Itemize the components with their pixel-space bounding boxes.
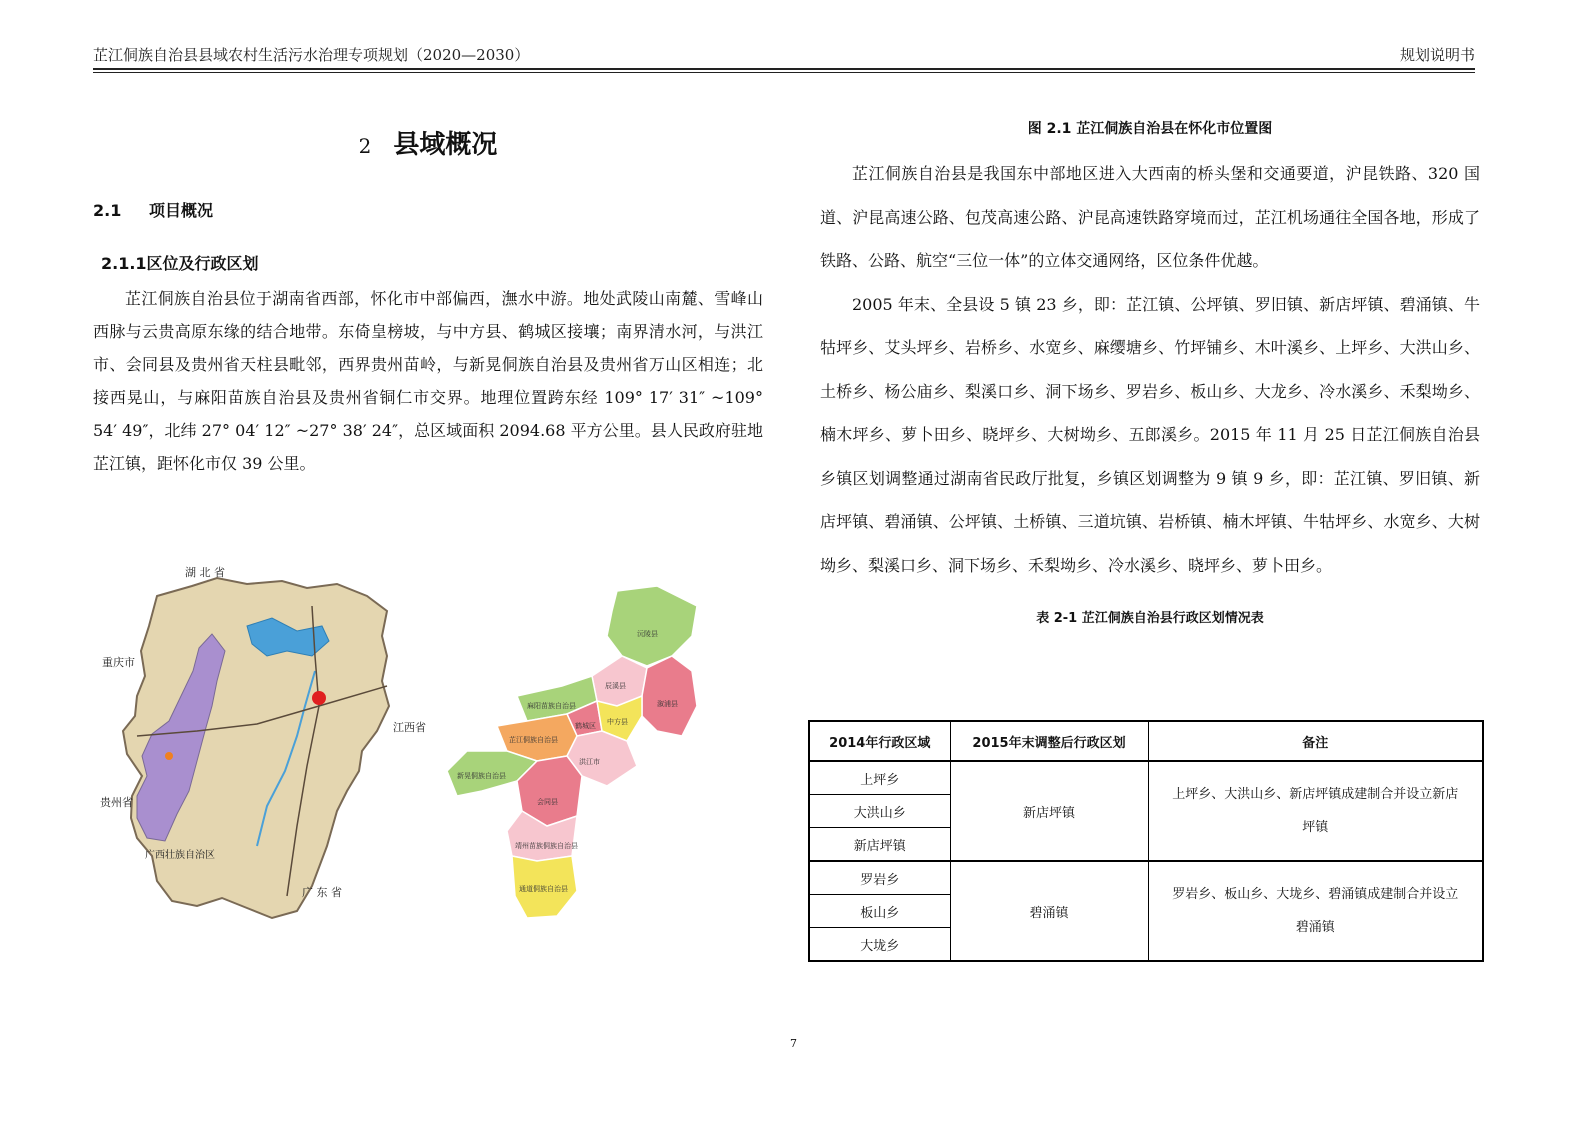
table-row: [809, 761, 1483, 795]
label-jingzhou: 靖州苗族侗族自治县: [515, 842, 578, 850]
header-note: 备注: [1148, 721, 1483, 761]
old-region-cell: 大垅乡: [809, 928, 950, 962]
label-xinhuang: 新晃侗族自治县: [457, 772, 506, 780]
old-region-cell: 大洪山乡: [809, 795, 950, 828]
header-old-region: 2014年行政区域: [809, 721, 950, 761]
label-hecheng: 鹤城区: [575, 722, 596, 730]
location-maps: [97, 556, 707, 926]
note-cell: 罗岩乡、板山乡、大垅乡、碧涌镇成建制合并设立碧涌镇: [1148, 861, 1483, 961]
label-guangdong: 广 东 省: [302, 886, 342, 899]
section-title: 项目概况: [149, 201, 214, 220]
label-chongqing: 重庆市: [102, 656, 135, 669]
header-rule: [93, 68, 1475, 70]
huaihua-city-map: [447, 586, 697, 918]
old-region-cell: 上坪乡: [809, 761, 950, 795]
header-doc-type: 规划说明书: [1399, 46, 1475, 64]
table-caption: 表 2-1 芷江侗族自治县行政区划情况表: [1036, 611, 1264, 626]
label-mayang: 麻阳苗族自治县: [527, 702, 576, 710]
header-doc-title: 芷江侗族自治县县域农村生活污水治理专项规划（2020—2030）: [93, 46, 530, 64]
label-hubei: 湖 北 省: [185, 566, 225, 579]
label-hongjiang: 洪江市: [579, 758, 600, 766]
location-paragraph: 芷江侗族自治县位于湖南省西部，怀化市中部偏西，潕水中游。地处武陵山南麓、雪峰山西脉与云贵高原东缘的结合地带。东倚皇榜坡，与中方县、鹤城区接壤；南界清水河，与洪江市、会同县及贵州省天柱县毗邻，西界贵州苗岭，与新晃侗族自治县及贵州省万山区相连；北接西晃山，与麻阳苗族自治县及贵州省铜仁市交界。地理位置跨东经 109° 17′ 31″ ~109° 54′ 49″，北纬 27° 04′ 12″ ~27° 38′ 24″，总区域面积 2094.68 平方公里。县人民政府驻地芷江镇，距怀化市仅 39 公里。: [93, 289, 763, 473]
huaihua-marker: [165, 752, 173, 760]
page-number: 7: [790, 1037, 797, 1050]
left-column: [93, 110, 763, 480]
label-jiangxi: 江西省: [393, 721, 426, 734]
figure-caption: 图 2.1 芷江侗族自治县在怀化市位置图: [1027, 121, 1273, 137]
section-number: 2.1: [93, 201, 122, 220]
label-huitong: 会同县: [537, 798, 558, 806]
right-column: [820, 118, 1480, 640]
chapter-title: 县域概况: [393, 130, 498, 160]
label-zhijiang: 芷江侗族自治县: [509, 736, 558, 744]
old-region-cell: 罗岩乡: [809, 861, 950, 895]
old-region-cell: 新店坪镇: [809, 828, 950, 862]
transport-paragraph: 芷江侗族自治县是我国东中部地区进入大西南的桥头堡和交通要道，沪昆铁路、320 国道、沪昆高速公路、包茂高速公路、沪昆高速铁路穿境而过，芷江机场通往全国各地，形成了铁路、公路、航空“三位一体”的立体交通网络，区位条件优越。: [820, 164, 1480, 270]
label-xupu: 溆浦县: [657, 700, 678, 708]
subsection-heading: 2.1.1区位及行政区划: [101, 254, 259, 273]
label-zhongfang: 中方县: [607, 718, 628, 726]
note-cell: 上坪乡、大洪山乡、新店坪镇成建制合并设立新店坪镇: [1148, 761, 1483, 861]
new-region-cell: 新店坪镇: [950, 761, 1148, 861]
district-xupu: [642, 656, 697, 736]
table-row: [809, 861, 1483, 895]
label-guizhou: 贵州省: [100, 796, 133, 809]
hunan-province-map: [100, 565, 426, 918]
admin-paragraph: 2005 年末、全县设 5 镇 23 乡，即：芷江镇、公坪镇、罗旧镇、新店坪镇、碧涌镇、牛牯坪乡、艾头坪乡、岩桥乡、水宽乡、麻缨塘乡、竹坪铺乡、木叶溪乡、上坪乡、大洪山乡、土桥乡、杨公庙乡、梨溪口乡、洞下场乡、罗岩乡、板山乡、大龙乡、冷水溪乡、禾梨坳乡、楠木坪乡、萝卜田乡、晓坪乡、大树坳乡、五郎溪乡。2015 年 11 月 25 日芷江侗族自治县乡镇区划调整通过湖南省民政厅批复，乡镇区划调整为 9 镇 9 乡，即：芷江镇、罗旧镇、新店坪镇、碧涌镇、公坪镇、土桥镇、三道坑镇、岩桥镇、楠木坪镇、牛牯坪乡、水宽乡、大树坳乡、梨溪口乡、洞下场乡、禾梨坳乡、冷水溪乡、晓坪乡、萝卜田乡。: [820, 294, 1480, 575]
label-yuanling: 沅陵县: [637, 630, 658, 638]
old-region-cell: 板山乡: [809, 895, 950, 928]
admin-division-table: [808, 720, 1484, 962]
header-rule-thin: [93, 72, 1475, 73]
district-yuanling: [607, 586, 697, 666]
chapter-heading: [93, 124, 763, 168]
table-header-row: [809, 721, 1483, 761]
label-guangxi: 广西壮族自治区: [145, 850, 215, 861]
label-chenxi: 辰溪县: [605, 682, 626, 690]
header-new-region: 2015年末调整后行政区划: [950, 721, 1148, 761]
section-heading: [93, 198, 763, 221]
label-tongdao: 通道侗族自治县: [519, 885, 568, 893]
changsha-marker: [312, 691, 326, 705]
new-region-cell: 碧涌镇: [950, 861, 1148, 961]
chapter-number: 2: [358, 134, 372, 158]
